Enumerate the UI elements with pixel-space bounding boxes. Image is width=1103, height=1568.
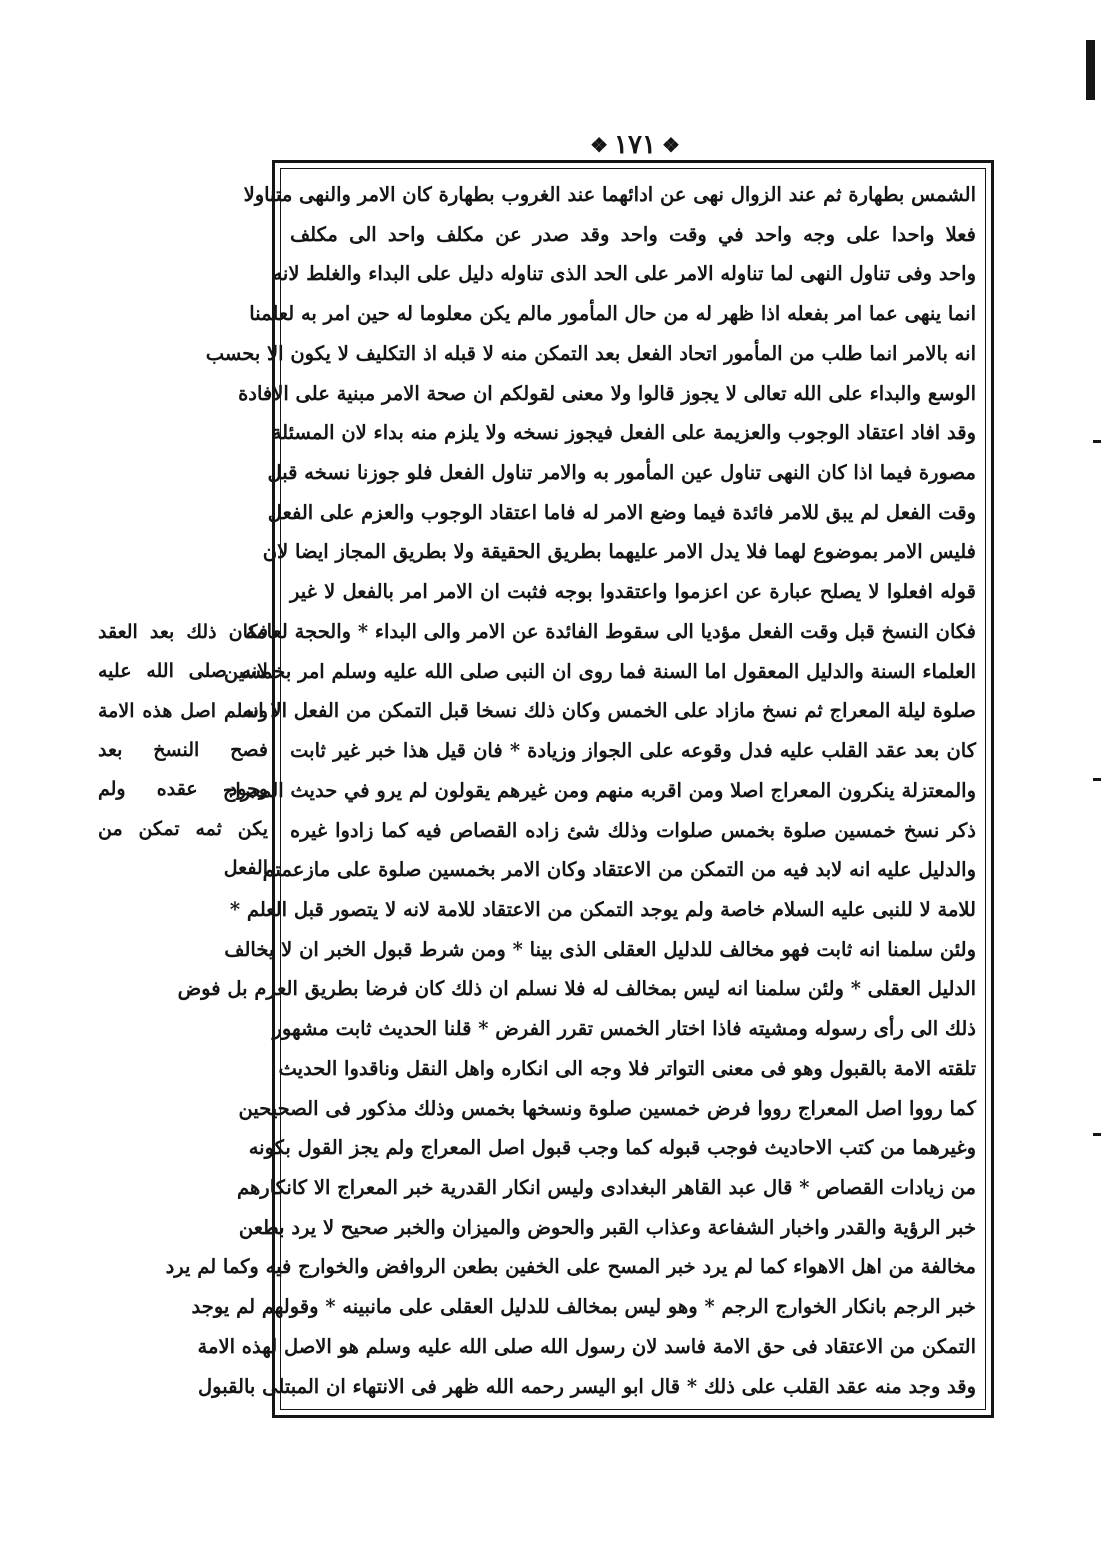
margin-note-line: وجود عقده ولم: [98, 778, 268, 801]
page-number-header: [575, 128, 695, 162]
margin-note-line: فكان ذلك بعد العقد: [98, 621, 268, 643]
text-line: مصورة فيما اذا كان النهى تناول عين المأمور به والامر تناول الفعل فلو جوزنا نسخه قبل: [267, 461, 976, 485]
text-line: كما رووا اصل المعراج رووا فرض خمسين صلوة ونسخها بخمس وذلك مذكور فى الصحيحين: [238, 1096, 976, 1120]
margin-note-line: لانه صلى الله عليه: [98, 660, 268, 683]
scan-edge-mark: [1093, 1133, 1101, 1136]
text-line: قوله افعلوا لا يصلح عبارة عن اعزموا واعتقدوا بوجه فثبت ان الامر امر بالفعل لا غير: [290, 580, 976, 604]
text-line: الشمس بطهارة ثم عند الزوال نهى عن ادائهما عند الغروب بطهارة كان الامر والنهى متناولا: [243, 183, 976, 206]
text-line: فليس الامر بموضوع لهما فلا يدل الامر عليهما بطريق الحقيقة ولا بطريق المجاز ايضا لان: [262, 540, 976, 564]
text-line: ذكر نسخ خمسين صلوة بخمس صلوات وذلك شئ زاده القصاص فيه كما زادوا غيره: [290, 818, 976, 842]
text-line: وقت الفعل لم يبق للامر فائدة فيما وضع الامر له فاما اعتقاد الوجوب والعزم على الفعل: [267, 500, 976, 524]
margin-note-line: يكن ثمه تمكن من: [98, 817, 268, 840]
text-line: انه بالامر انما طلب من المأمور اتحاد الفعل بعد التمكن منه لا قبله اذ التكليف لا يكون الا بحسب: [205, 341, 976, 365]
margin-note-line: الفعل: [223, 856, 268, 879]
right-ornament-icon: ❖: [661, 133, 680, 157]
text-line: ذلك الى رأى رسوله ومشيته فاذا اختار الخمس تقرر الفرض * قلنا الحديث ثابت مشهور: [272, 1017, 976, 1041]
text-line: والمعتزلة ينكرون المعراج اصلا ومن اقربه منهم ومن غيرهم يقولون لم يرو في حديث المعراج: [222, 778, 976, 802]
text-line: واحد وفى تناول النهى لما تناوله الامر على الحد الذى تناوله دليل على البداء والغلط لانه: [272, 262, 976, 286]
scan-edge-mark: [1093, 778, 1101, 781]
page-number: ١٧١: [614, 130, 656, 160]
scan-edge-mark: [1093, 440, 1101, 443]
text-line: خبر الرجم بانكار الخوارج الرجم * وهو ليس بمخالف للدليل العقلى على مانبينه * وقولهم لم يوجد: [191, 1295, 976, 1319]
text-line: من زيادات القصاص * قال عبد القاهر البغدادى وليس انكار القدرية خبر المعراج الا كانكارهم: [237, 1175, 976, 1199]
margin-note-line: فصح النسخ بعد: [98, 738, 268, 761]
margin-note: [98, 615, 268, 885]
text-line: ولئن سلمنا انه ثابت فهو مخالف للدليل العقلى الذى بينا * ومن شرط قبول الخبر ان لا يخالف: [224, 937, 976, 961]
text-line: فكان النسخ قبل وقت الفعل مؤديا الى سقوط الفائدة عن الامر والى البداء * والحجة لعامة: [245, 619, 976, 643]
text-line: والدليل عليه انه لابد فيه من التمكن من الاعتقاد وكان الامر بخمسين صلوة على مازعمتم: [262, 858, 976, 882]
text-line: التمكن من الاعتقاد فى حق الامة فاسد لان رسول الله صلى الله عليه وسلم هو الاصل لهذه الامة: [197, 1334, 976, 1358]
text-line: وقد افاد اعتقاد الوجوب والعزيمة على الفعل فيجوز نسخه ولا يلزم منه بداء لان المسئلة: [271, 421, 976, 445]
text-line: فعلا واحدا على وجه واحد في وقت واحد وقد صدر عن مكلف واحد الى مكلف: [290, 222, 976, 246]
text-line: انما ينهى عما امر بفعله اذا ظهر له من حال المأمور مالم يكن معلوما له حين امر به لعلمنا: [249, 302, 976, 326]
text-line: مخالفة من اهل الاهواء كما لم يرد خبر المسح على الخفين بطعن الروافض والخوارج فيه وكما لم يرد: [165, 1255, 976, 1279]
text-line: للامة لا للنبى عليه السلام خاصة ولم يوجد التمكن من الاعتقاد للامة لانه لا يتصور قبل العلم *: [229, 897, 976, 921]
left-ornament-icon: ❖: [590, 133, 609, 157]
text-line: تلقته الامة بالقبول وهو فى معنى التواتر فلا وجه الى انكاره واهل النقل وناقدوا الحديث: [278, 1056, 976, 1080]
text-line: وغيرهما من كتب الاحاديث فوجب قبوله كما وجب قبول اصل المعراج ولم يجز القول بكونه: [248, 1136, 976, 1160]
text-line: الدليل العقلى * ولئن سلمنا انه ليس بمخالف له فلا نسلم ان ذلك كان فرضا بطريق العزم بل فوض: [177, 977, 976, 1001]
text-line: كان بعد عقد القلب عليه فدل وقوعه على الجواز وزيادة * فان قيل هذا خبر غير ثابت: [290, 739, 976, 763]
text-line: الوسع والبداء على الله تعالى لا يجوز قالوا ولا معنى لقولكم ان صحة الامر مبنية على الافادة: [238, 381, 976, 405]
scan-edge-mark: [1086, 40, 1095, 100]
text-line: صلوة ليلة المعراج ثم نسخ مازاد على الخمس وكان ذلك نسخا قبل التمكن من الفعل الا انه: [242, 699, 976, 723]
margin-note-line: وسلم اصل هذه الامة: [98, 699, 268, 722]
text-line: العلماء السنة والدليل المعقول اما السنة فما روى ان النبى صلى الله عليه وسلم امر بخمسين: [223, 659, 976, 683]
text-line: وقد وجد منه عقد القلب على ذلك * قال ابو اليسر رحمه الله ظهر فى الانتهاء ان المبتلى بالقبول: [198, 1374, 976, 1398]
text-line: خبر الرؤية والقدر واخبار الشفاعة وعذاب القبر والحوض والميزان والخبر صحيح لا يرد بطعن: [238, 1215, 976, 1239]
